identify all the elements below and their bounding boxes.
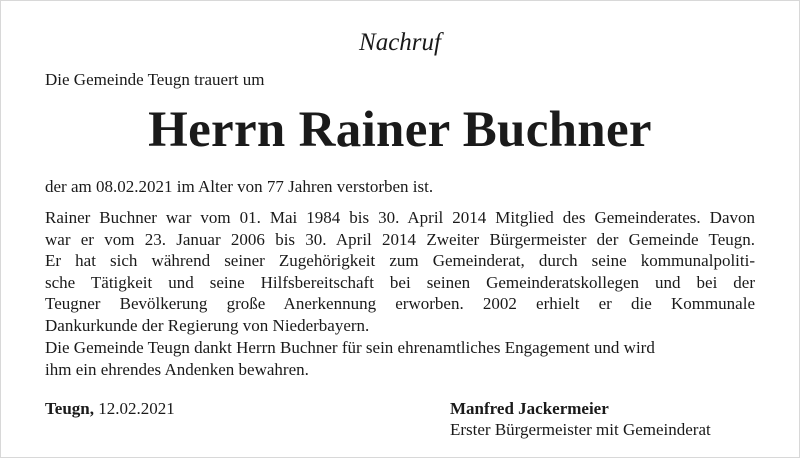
thanks-line: Die Gemeinde Teugn dankt Herrn Buchner für sein ehrenamtliches Engagement und wird <box>45 338 655 357</box>
biography-line: Er hat sich während seiner Zugehörigkeit zum Gemeinderat, durch seine kommunalpoliti- <box>45 251 755 270</box>
place-date <box>45 398 175 420</box>
notice-heading: Nachruf <box>359 29 441 56</box>
biography-paragraph <box>45 207 755 336</box>
signer-title: Erster Bürgermeister mit Gemeinderat <box>450 420 711 439</box>
biography-line: Teugner Bevölkerung große Anerkennung erworben. 2002 erhielt er die Kommunale <box>45 294 755 313</box>
signer-name: Manfred Jackermeier <box>450 399 609 418</box>
biography-line: sche Tätigkeit und seine Hilfsbereitschaft bei seinen Gemeinderatskollegen und bei der <box>45 272 755 292</box>
place-name: Teugn, <box>45 399 94 418</box>
deceased-name: Herrn Rainer Buchner <box>148 102 652 158</box>
biography-line: war er vom 23. Januar 2006 bis 30. April 2014 Zweiter Bürgermeister der Gemeinde Teugn. <box>45 229 755 249</box>
thanks-paragraph <box>45 337 755 380</box>
biography-line: Rainer Buchner war vom 01. Mai 1984 bis 30. April 2014 Mitglied des Gemeinderates. Davon <box>45 208 755 227</box>
biography-line: Dankurkunde der Regierung von Niederbayern. <box>45 315 370 335</box>
death-line: der am 08.02.2021 im Alter von 77 Jahren verstorben ist. <box>45 177 434 196</box>
signature-block <box>450 398 711 440</box>
intro-text: Die Gemeinde Teugn trauert um <box>45 70 265 89</box>
notice-date: 12.02.2021 <box>98 399 175 418</box>
thanks-line: ihm ein ehrendes Andenken bewahren. <box>45 359 309 379</box>
